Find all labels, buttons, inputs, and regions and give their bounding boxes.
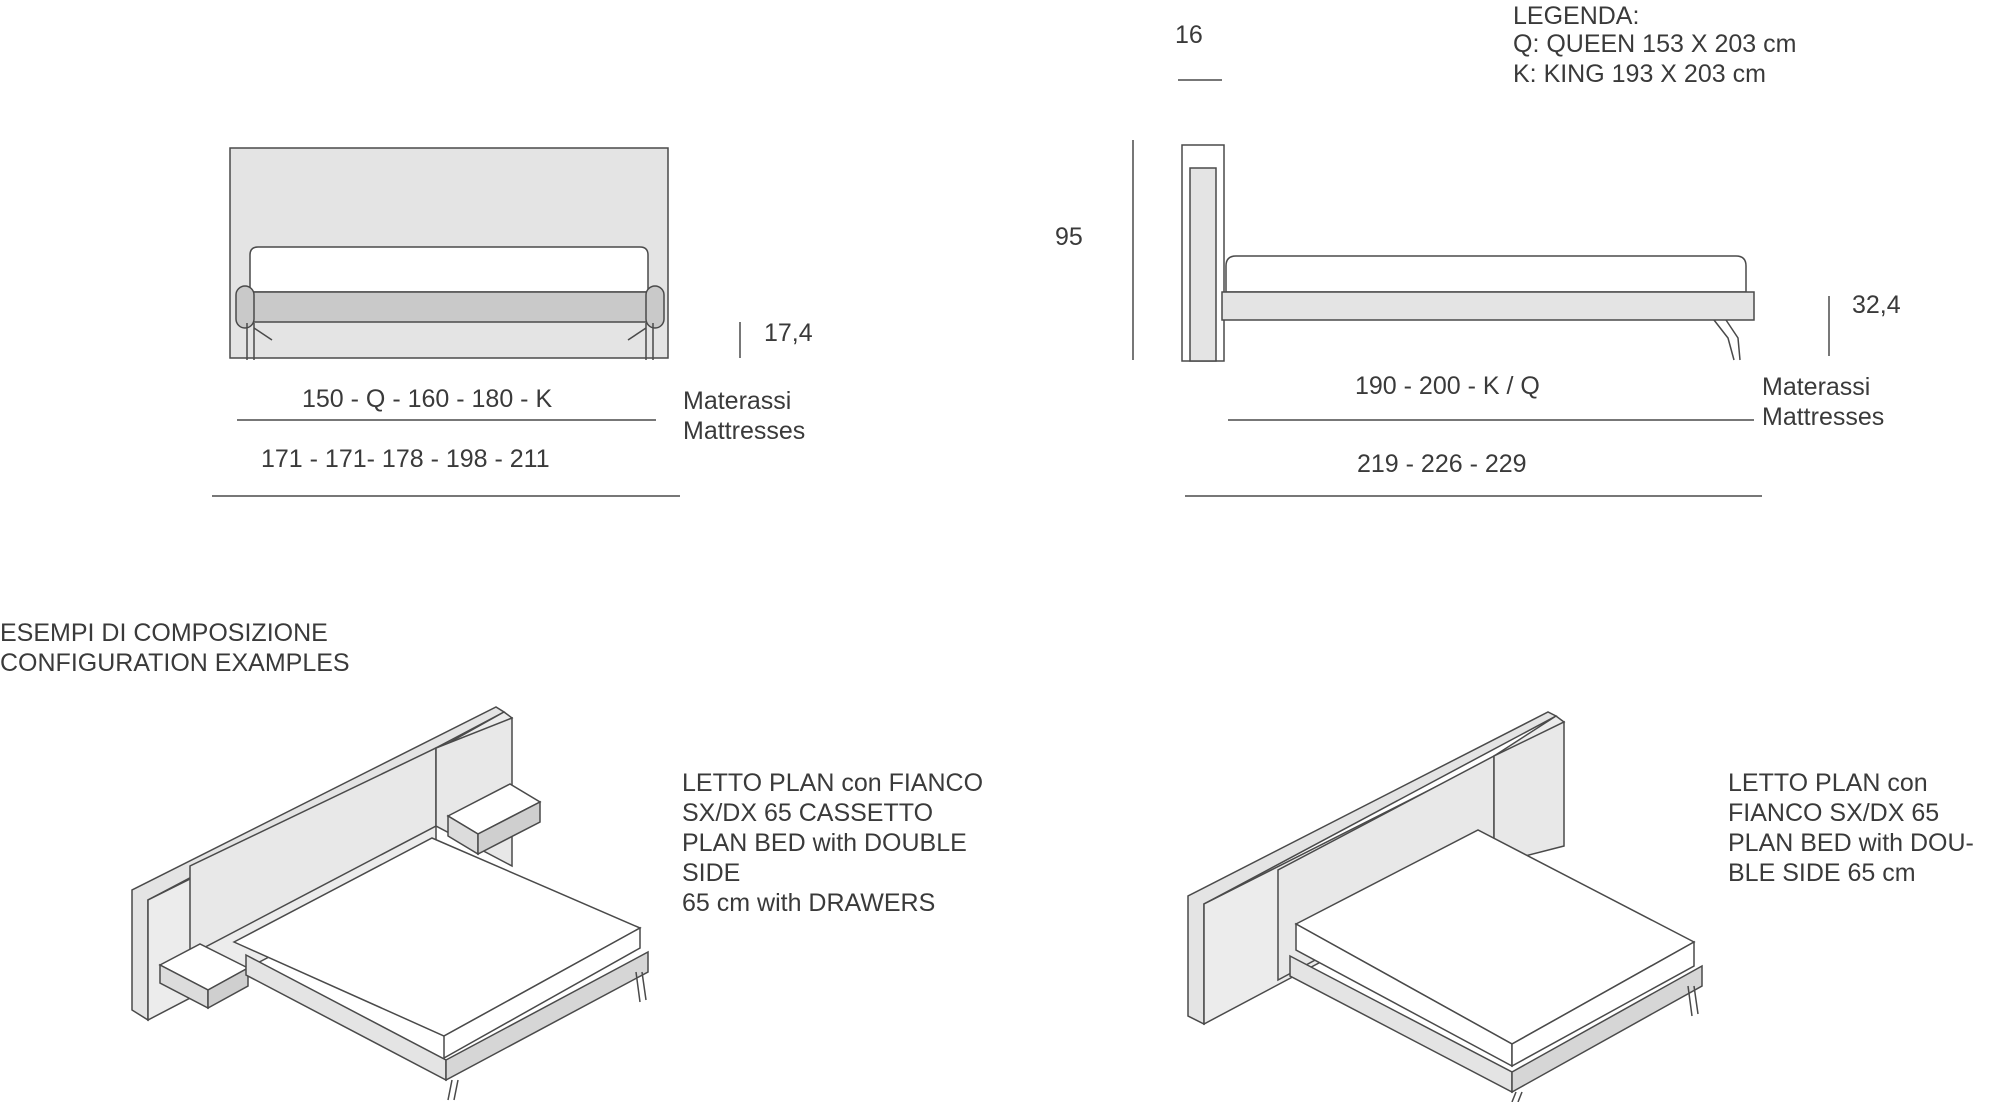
side-headboard-inner bbox=[1190, 168, 1216, 361]
side-mattress bbox=[1226, 256, 1746, 292]
legend-king: K: KING 193 X 203 cm bbox=[1513, 60, 1766, 88]
front-height-label: 17,4 bbox=[764, 319, 813, 347]
examples-heading-en: CONFIGURATION EXAMPLES bbox=[0, 649, 350, 677]
example-1-line-3: PLAN BED with DOUBLE bbox=[682, 829, 967, 857]
side-mattress-label-en: Mattresses bbox=[1762, 403, 1885, 431]
legend-queen: Q: QUEEN 153 X 203 cm bbox=[1513, 30, 1797, 58]
side-mattress-dims: 190 - 200 - K / Q bbox=[1355, 372, 1540, 400]
ex1-leg-front bbox=[448, 1080, 458, 1100]
front-mattress bbox=[250, 247, 648, 292]
example-1-drawing bbox=[132, 707, 648, 1100]
example-1-line-1: LETTO PLAN con FIANCO bbox=[682, 769, 984, 797]
side-view-drawing bbox=[1133, 80, 1829, 496]
ex2-leg-front bbox=[1512, 1092, 1522, 1102]
side-overall-dims: 219 - 226 - 229 bbox=[1357, 450, 1527, 478]
front-overall-dims: 171 - 171- 178 - 198 - 211 bbox=[261, 445, 550, 473]
front-bed-frame bbox=[244, 292, 656, 322]
front-mattress-label-it: Materassi bbox=[683, 387, 792, 415]
side-bed-frame bbox=[1222, 292, 1754, 320]
side-leg bbox=[1714, 320, 1740, 360]
example-1-line-4: SIDE bbox=[682, 859, 741, 887]
example-2-line-3: PLAN BED with DOU- bbox=[1728, 829, 1974, 857]
side-mattress-label-it: Materassi bbox=[1762, 373, 1871, 401]
front-mattress-dims: 150 - Q - 160 - 180 - K bbox=[302, 385, 553, 413]
side-frame-height: 32,4 bbox=[1852, 291, 1901, 319]
example-2-line-4: BLE SIDE 65 cm bbox=[1728, 859, 1916, 887]
side-headboard-height: 95 bbox=[1055, 223, 1083, 251]
legend-title: LEGENDA: bbox=[1513, 2, 1640, 30]
front-mattress-label-en: Mattresses bbox=[683, 417, 806, 445]
front-bolster-left bbox=[236, 286, 254, 328]
side-headboard-depth: 16 bbox=[1175, 21, 1203, 49]
example-1-line-5: 65 cm with DRAWERS bbox=[682, 889, 936, 917]
example-2-line-1: LETTO PLAN con bbox=[1728, 769, 1928, 797]
example-2-drawing bbox=[1188, 712, 1702, 1102]
front-bolster-right bbox=[646, 286, 664, 328]
example-2-line-2: FIANCO SX/DX 65 bbox=[1728, 799, 1940, 827]
example-1-line-2: SX/DX 65 CASSETTO bbox=[682, 799, 934, 827]
examples-heading-it: ESEMPI DI COMPOSIZIONE bbox=[0, 619, 328, 647]
